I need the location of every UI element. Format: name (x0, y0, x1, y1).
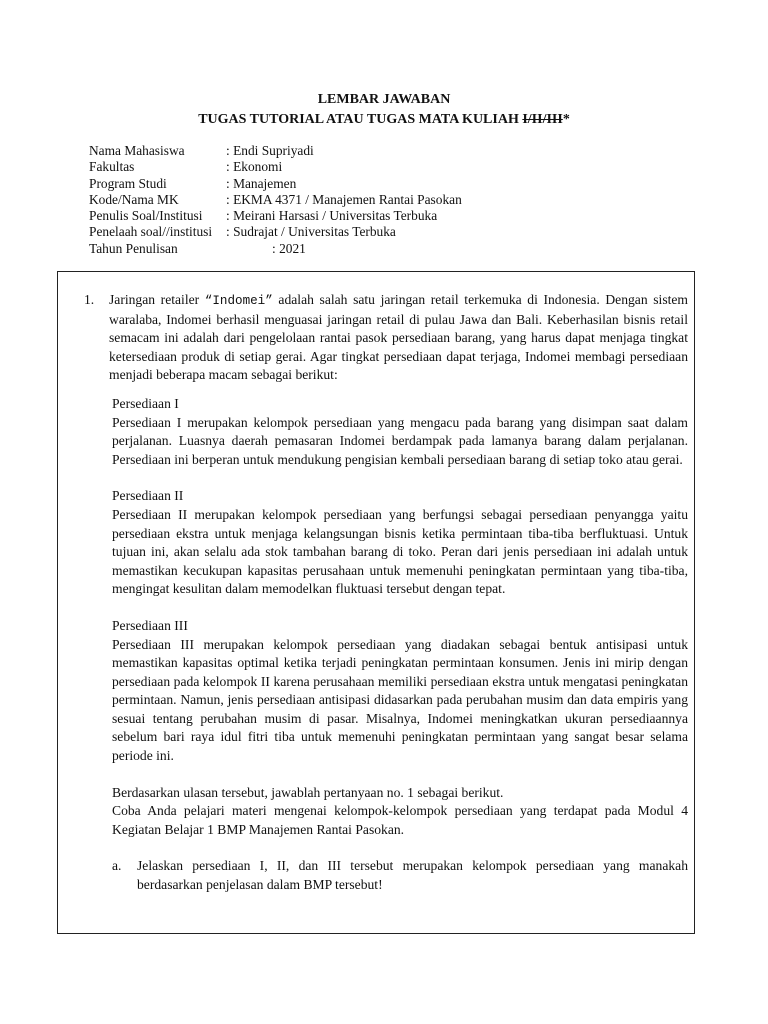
question-intro (109, 291, 688, 385)
info-value: : EKMA 4371 / Manajemen Rantai Pasokan (226, 191, 462, 207)
info-value: : Sudrajat / Universitas Terbuka (226, 224, 396, 240)
sub-question-text: Jelaskan persediaan I, II, dan III tersebut merupakan kelompok persediaan yang manakah berdasarkan penjelasan dalam BMP tersebut! (137, 858, 688, 893)
section-persediaan-2 (112, 487, 688, 599)
student-info (89, 143, 462, 257)
title-asterisk: * (562, 112, 570, 127)
section-heading: Persediaan II (112, 488, 184, 504)
info-row-tahun (89, 241, 462, 257)
info-label: Program Studi (89, 175, 167, 191)
instructions (112, 784, 688, 840)
info-value: : 2021 (272, 240, 306, 256)
intro-part-a: Jaringan retailer (109, 292, 205, 307)
sub-question-a (112, 857, 688, 894)
sub-question-label: a. (112, 858, 122, 874)
info-label: Kode/Nama MK (89, 191, 179, 207)
instruction-line-2: Coba Anda pelajari materi mengenai kelompok-kelompok persediaan yang terdapat pada Modul 4 Kegiatan Belajar 1 BMP Manajemen Rantai Pasokan. (112, 803, 688, 837)
title-prefix: TUGAS TUTORIAL ATAU TUGAS MATA KULIAH (198, 112, 523, 127)
info-value: : Manajemen (226, 175, 297, 191)
section-body: Persediaan II merupakan kelompok persediaan yang berfungsi sebagai persediaan penyangga yaitu persediaan ekstra untuk menjaga kelangsungan bisnis ketika permintaan tiba-tiba berfluktuasi. Untuk tujuan ini, akan selalu ada stok tambahan barang di toko. Peran dari jenis persediaan ini adalah untuk memastikan kecukupan kapasitas perusahaan untuk memenuhi peningkatan permintaan yang tiba-tiba, mengingat kesulitan dalam memodelkan fluktuasi tersebut dengan tepat. (112, 506, 688, 597)
instruction-line-1: Berdasarkan ulasan tersebut, jawablah pertanyaan no. 1 sebagai berikut. (112, 784, 504, 800)
info-label: Penulis Soal/Institusi (89, 208, 203, 224)
info-value: : Endi Supriyadi (226, 143, 314, 158)
section-body: Persediaan I merupakan kelompok persediaan yang mengacu pada barang yang disimpan saat dalam perjalanan. Luasnya daerah pemasaran Indomei berdampak pada lamanya barang dalam perjalanan. Persediaan ini berperan untuk mendukung pengisian kembali persediaan barang di setiap toko atau gerai. (112, 414, 688, 467)
title-lembar-jawaban: LEMBAR JAWABAN (317, 92, 451, 107)
info-label: Nama Mahasiswa (89, 143, 185, 158)
question-number: 1. (84, 292, 95, 307)
title-struck-part: I/II/III (522, 112, 563, 127)
intro-part-b: adalah salah satu jaringan retail terkemuka di Indonesia. Dengan sistem waralaba, Indomei berhasil menguasai jaringan retail di pulau Jawa dan Bali. Keberhasilan bisnis retail semacam ini adalah dari pengelolaan rantai pasok persediaan barang, yang harus dapat menjaga tingkat ketersediaan produk di setiap gerai. Agar tingkat persediaan dapat terjaga, Indomei membagi persediaan menjadi beberapa macam sebagai berikut: (109, 292, 688, 383)
intro-brand: “Indomei” (204, 294, 273, 308)
info-label: Tahun Penulisan (89, 240, 178, 256)
info-value: : Meirani Harsasi / Universitas Terbuka (226, 208, 438, 224)
info-value: : Ekonomi (226, 159, 283, 175)
info-row-prodi (89, 176, 462, 192)
info-row-penulis (89, 208, 462, 224)
title-tugas-tutorial (0, 112, 768, 128)
section-persediaan-3 (112, 617, 688, 766)
info-label: Penelaah soal//institusi (89, 224, 213, 240)
info-label: Fakultas (89, 159, 135, 175)
section-body: Persediaan III merupakan kelompok persediaan yang diadakan sebagai bentuk antisipasi untuk memastikan kapasitas optimal ketika terjadi peningkatan permintaan konsumen. Jenis ini mirip dengan persediaan pada kelompok II karena perusahaan memiliki persediaan ekstra untuk mengatasi peningkatan permintaan. Namun, jenis persediaan antisipasi didasarkan pada perubahan musim dan data empiris yang sesuai tentang perubahan musim di pasar. Misalnya, Indomei meningkatkan ukuran persediaannya sebelum bari raya idul fitri tiba untuk memenuhi peningkatan permintaan yang sangat besar selama periode ini. (112, 636, 688, 764)
info-row-fakultas (89, 159, 462, 175)
section-heading: Persediaan III (112, 617, 188, 633)
section-heading: Persediaan I (112, 395, 179, 411)
question-1 (84, 291, 688, 895)
section-persediaan-1 (112, 395, 688, 469)
info-row-mk (89, 192, 462, 208)
info-row-penelaah (89, 224, 462, 240)
info-row-nama (89, 143, 462, 159)
